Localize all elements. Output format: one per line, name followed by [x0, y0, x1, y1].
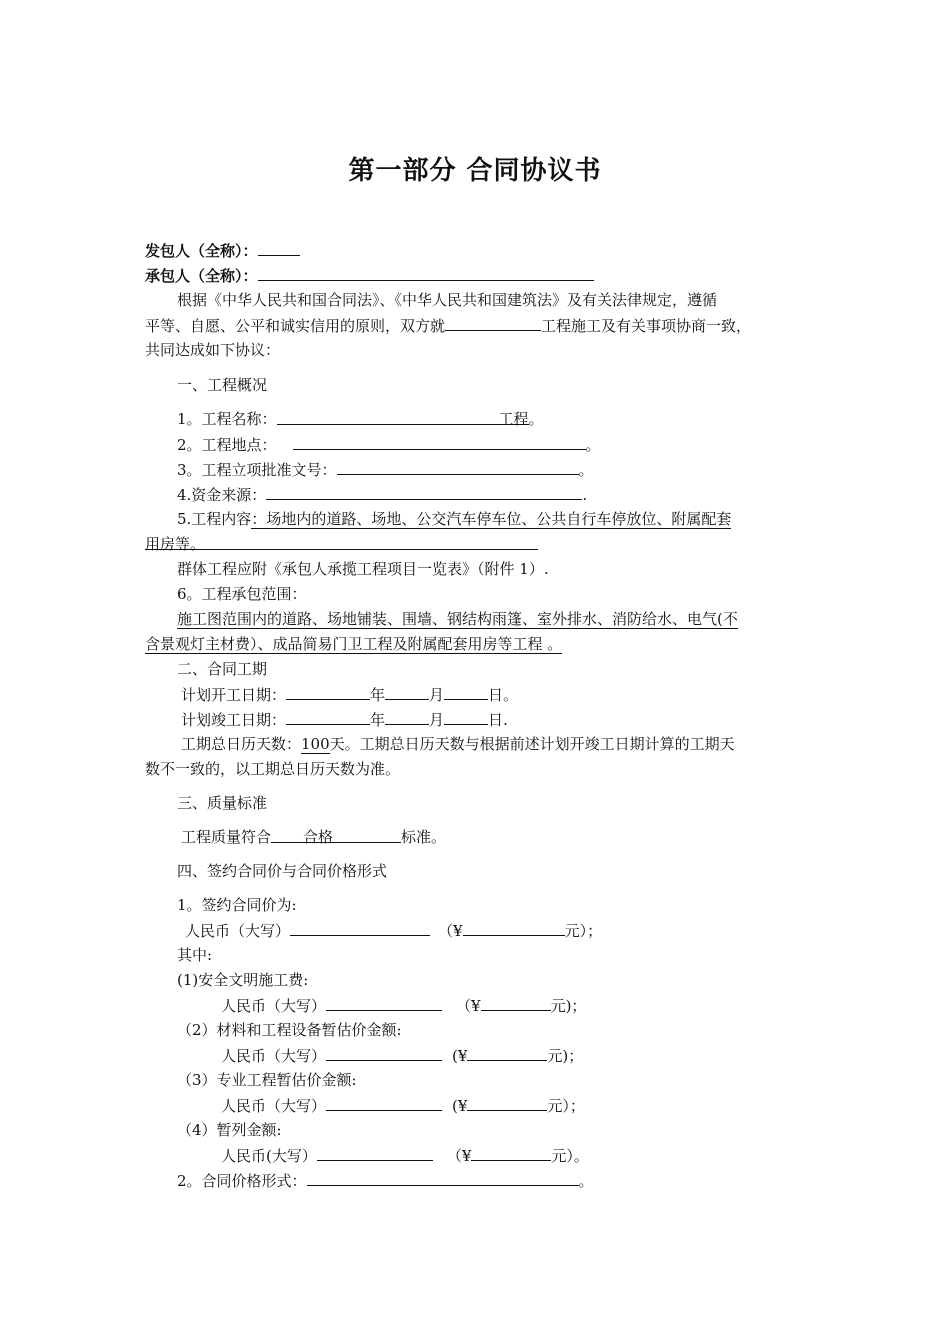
punct: .: [582, 486, 588, 504]
punct: 。: [528, 410, 544, 428]
item-1-label: (1)安全文明施工费:: [177, 971, 309, 989]
funding-field[interactable]: [266, 484, 582, 500]
page-title: 第一部分 合同协议书: [348, 156, 602, 186]
item-4-words-field[interactable]: [317, 1145, 433, 1161]
project-location-label: 2。工程地点：: [177, 436, 277, 454]
price-form-field[interactable]: [307, 1170, 579, 1186]
item-3-label: （3）专业工程暂估价金额:: [177, 1071, 357, 1089]
contract-price-number-field[interactable]: [463, 920, 565, 936]
content-line-1: [177, 509, 731, 529]
funding-line: [177, 484, 587, 505]
employer-label: 发包人（全称）：: [145, 242, 258, 260]
total-days-unit: 天。: [329, 735, 360, 753]
content-text: ：场地内的道路、场地、公交汽车停车位、公共自行车停放位、附属配套: [251, 510, 732, 528]
employer-line: [145, 240, 300, 261]
punct: .: [503, 711, 508, 729]
section-3-heading: 三、质量标准: [177, 794, 268, 812]
total-days-label: 工期总日历天数：: [181, 735, 302, 753]
rmb-label: 人民币（大写）: [221, 1047, 327, 1065]
scope-label: 6。工程承包范围：: [177, 585, 307, 603]
rmb-label: 人民币（大写）: [221, 1097, 327, 1115]
punct: 。: [578, 1172, 594, 1190]
project-name-field[interactable]: [277, 409, 529, 428]
month-label: 月: [429, 686, 445, 704]
yuan-close: 元）；: [547, 1097, 585, 1115]
yuan-close: 元)；: [547, 1047, 584, 1065]
content-line-2: [145, 534, 538, 554]
yuan-close: 元)；: [550, 997, 587, 1015]
month-label: 月: [429, 711, 445, 729]
preamble-line-3: 共同达成如下协议：: [145, 341, 281, 359]
approval-label: 3。工程立项批准文号：: [177, 461, 337, 479]
total-days-text: 工期总日历天数与根据前述计划开竣工日期计算的工期天: [359, 735, 735, 753]
contract-price-label: 1。签约合同价为:: [177, 896, 297, 914]
item-1-line: [221, 995, 586, 1016]
punct: 。: [503, 686, 519, 704]
funding-label: 4.资金来源：: [177, 486, 267, 504]
start-month-field[interactable]: [385, 684, 429, 700]
project-location-field[interactable]: [293, 434, 586, 450]
total-days-line-2: 数不一致的，以工期总日历天数为准。: [145, 760, 401, 778]
scope-line-2: [145, 634, 562, 654]
day-label: 日: [488, 686, 504, 704]
project-name-label: 1。工程名称：: [177, 410, 277, 428]
scope-text-2: 含景观灯主材费）、成品简易门卫工程及附属配套用房等工程 。: [145, 635, 563, 653]
section-1-heading: 一、工程概况: [177, 376, 268, 394]
item-2-label: （2）材料和工程设备暂估价金额:: [177, 1021, 402, 1039]
section-4-heading: 四、签约合同价与合同价格形式: [177, 862, 388, 880]
project-name-line: [177, 409, 544, 429]
price-form-label: 2。合同价格形式：: [177, 1172, 307, 1190]
year-label: 年: [370, 711, 386, 729]
rmb-label: 人民币（大写）: [221, 997, 327, 1015]
yen-open: (¥: [452, 1097, 468, 1115]
yen-open: (¥: [452, 1047, 468, 1065]
contract-price-words-field[interactable]: [290, 920, 430, 936]
among-label: 其中:: [177, 946, 213, 964]
punct: 。: [578, 461, 594, 479]
item-3-number-field[interactable]: [467, 1095, 547, 1111]
item-3-line: [221, 1095, 585, 1116]
item-3-words-field[interactable]: [326, 1095, 442, 1111]
yen-open: （¥: [438, 922, 463, 940]
scope-text-1: 施工图范围内的道路、场地铺装、围墙、钢结构雨篷、室外排水、消防给水、电气(不: [177, 610, 738, 628]
rmb-label: 人民币（大写）: [185, 922, 291, 940]
preamble-line-1: 根据《中华人民共和国合同法》、《中华人民共和国建筑法》及有关法律规定，遵循: [177, 291, 718, 309]
finish-date-line: [181, 709, 508, 730]
project-name-suffix: 工程: [498, 410, 529, 428]
quality-field[interactable]: [271, 827, 401, 846]
punct: 。: [585, 436, 601, 454]
item-4-number-field[interactable]: [471, 1145, 551, 1161]
content-text-2: 用房等。: [145, 535, 206, 553]
item-4-label: （4）暂列金额:: [177, 1121, 282, 1139]
content-label: 5.工程内容: [177, 510, 252, 528]
item-4-line: [221, 1145, 589, 1166]
quality-line: [181, 827, 446, 847]
finish-day-field[interactable]: [444, 709, 488, 725]
item-2-words-field[interactable]: [326, 1045, 442, 1061]
item-1-words-field[interactable]: [326, 995, 442, 1011]
rmb-label: 人民币(大写）: [221, 1147, 317, 1165]
approval-field[interactable]: [337, 459, 579, 475]
start-day-field[interactable]: [444, 684, 488, 700]
project-location-line: [177, 434, 601, 455]
finish-date-label: 计划竣工日期：: [181, 711, 287, 729]
contract-price-line: [185, 920, 602, 941]
total-days-line: [181, 734, 735, 754]
preamble-text: 平等、自愿、公平和诚实信用的原则，双方就: [145, 317, 446, 335]
preamble-line-2: [145, 315, 751, 336]
quality-value: 合格: [303, 828, 334, 846]
finish-year-field[interactable]: [286, 709, 370, 725]
item-2-line: [221, 1045, 583, 1066]
section-2-heading: 二、合同工期: [177, 660, 268, 678]
scope-line-1: [177, 609, 738, 629]
project-blank[interactable]: [445, 315, 541, 331]
item-2-number-field[interactable]: [467, 1045, 547, 1061]
year-label: 年: [370, 686, 386, 704]
start-date-label: 计划开工日期：: [181, 686, 287, 704]
employer-blank[interactable]: [258, 240, 300, 256]
contractor-label: 承包人（全称）：: [145, 267, 258, 285]
approval-line: [177, 459, 594, 480]
start-year-field[interactable]: [286, 684, 370, 700]
content-field-continued[interactable]: [145, 534, 538, 553]
yen-open: （¥: [446, 1147, 472, 1165]
preamble-text-2: 工程施工及有关事项协商一致，: [541, 317, 752, 335]
item-1-number-field[interactable]: [481, 995, 551, 1011]
price-form-line: [177, 1170, 594, 1191]
finish-month-field[interactable]: [385, 709, 429, 725]
yuan-close: 元）；: [564, 922, 603, 940]
group-note: 群体工程应附《承包人承揽工程项目一览表》（附件 1）.: [177, 560, 549, 578]
quality-suffix: 标准。: [401, 828, 447, 846]
yen-open: （¥: [456, 997, 481, 1015]
yuan-close: 元）。: [551, 1147, 589, 1165]
quality-prefix: 工程质量符合: [181, 828, 272, 846]
total-days-value: 100: [301, 735, 330, 753]
day-label: 日: [488, 711, 504, 729]
contractor-blank[interactable]: [258, 265, 594, 281]
contractor-line: [145, 265, 594, 286]
start-date-line: [181, 684, 518, 705]
